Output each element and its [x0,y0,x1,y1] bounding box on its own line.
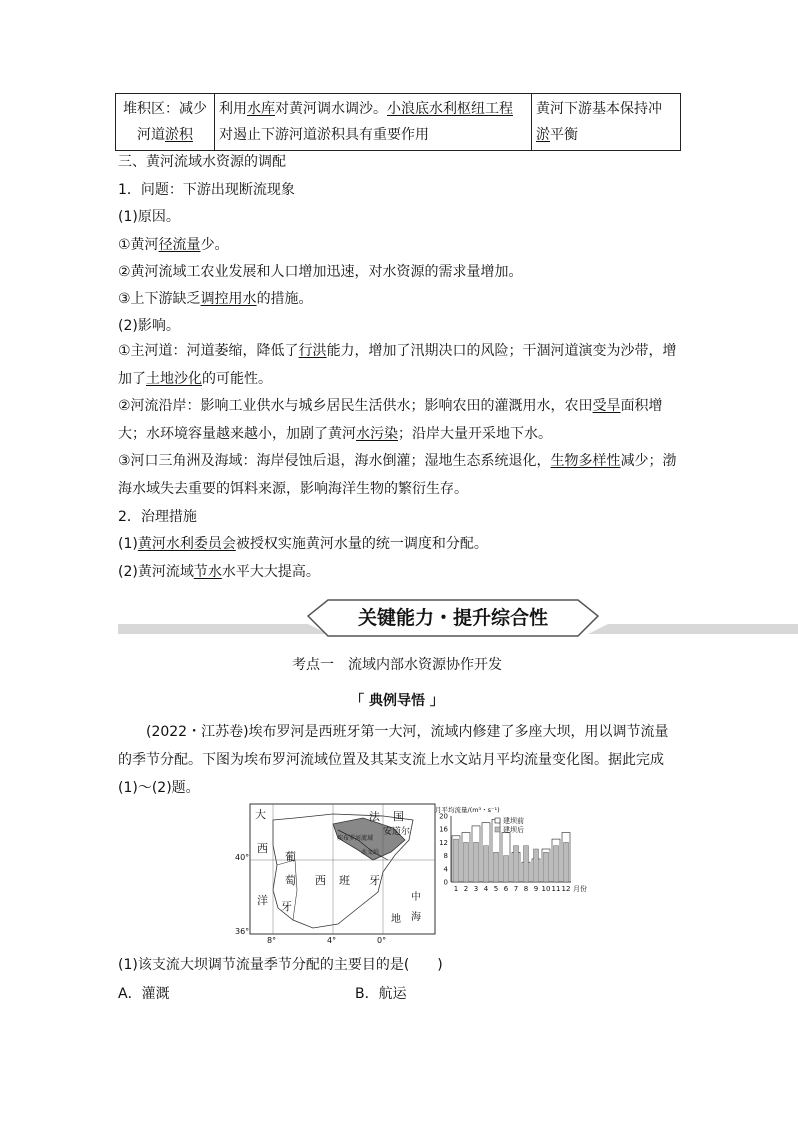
cause-heading: (1)原因。 [118,209,180,225]
map-label: 地 [391,914,401,925]
x-tick-label: 9 [533,885,539,893]
map-label: 班 [339,874,350,887]
text: ③上下游缺乏 [118,291,201,307]
map-label: 大 [255,808,266,821]
cell-text: 平衡 [550,127,578,143]
impact-1 [118,337,678,393]
text: (1) [118,536,138,552]
text: ①主河道：河道萎缩，降低了 [118,343,299,359]
underlined-term: 淤积 [165,127,193,143]
cell-text: 河道 [137,127,165,143]
bar-after-dam [544,852,549,882]
text: 被授权实施黄河水量的统一调度和分配。 [235,536,488,552]
longitude-label: 4° [327,936,337,945]
y-tick-label: 0 [443,878,448,887]
underlined-term: 节水 [193,564,222,580]
text: 能力，增加了汛期决口的风险；干涸河道演变为沙带，增加了 [118,343,677,387]
summary-table [115,93,681,151]
map-label: 埃布罗河流域 [337,835,374,842]
text: 的措施。 [256,291,313,307]
example-heading: 「 典例导悟 」 [350,693,444,709]
text: ②河流沿岸：影响工业供水与城乡居民生活供水；影响农田的灌溉用水，农田 [118,398,593,414]
map-label: 中 [411,892,421,903]
cell-text: 对黄河调水调沙。 [275,101,387,117]
map-label: 法 [369,810,380,823]
underlined-term: 黄河水利委员会 [137,536,236,552]
text: ③河口三角洲及海域：海岸侵蚀后退，海水倒灌；湿地生态系统退化， [118,453,551,469]
bar-after-dam [494,852,499,882]
map-label: 牙 [369,874,380,887]
text: 水平大大提高。 [221,564,320,580]
cause-2: ②黄河流域工农业发展和人口增加迅速，对水资源的需求量增加。 [118,264,523,280]
bar-after-dam [554,846,559,882]
x-tick-label: 6 [503,885,509,893]
map-label: 安道尔 [383,827,411,837]
underlined-term: 调控用水 [200,291,257,307]
table-cell-zone [116,94,215,151]
x-tick-label: 11 [551,885,561,893]
legend-label-before: 建坝前 [503,817,524,825]
underlined-term: 土地沙化 [146,371,202,387]
measures-heading: 2．治理措施 [118,509,197,525]
x-tick-label: 5 [493,885,499,893]
impact-2 [118,392,678,448]
text: 面积增大；水环境容量越来越小，加剧了黄河 [118,398,663,442]
bar-after-dam [474,842,479,882]
map-label: 洋 [257,894,268,907]
table-cell-result [532,94,681,151]
underlined-term: 水库 [247,101,275,117]
underlined-term: 受旱 [592,398,621,414]
y-tick-label: 4 [443,865,448,874]
cell-text: 堆积区：减少 [123,101,207,117]
x-tick-label: 2 [463,885,469,893]
y-tick-label: 16 [439,825,448,834]
underlined-term: 径流量 [158,237,201,253]
flow-chart [435,805,587,893]
bar-after-dam [534,849,539,882]
latitude-label: 36° [235,927,250,936]
y-axis-label: 月平均流量/(m³・s⁻¹) [435,806,500,814]
cell-text: 黄河下游基本保持冲 [536,101,662,117]
x-tick-label: 3 [473,885,479,893]
map-label: 西 [315,874,326,887]
underlined-term: 水污染 [356,426,398,442]
map-label: 国 [393,810,404,823]
x-tick-label: 1 [453,885,459,893]
cause-3 [118,289,313,309]
topic-heading: 考点一 流域内部水资源协作开发 [292,657,502,673]
x-tick-label: 10 [541,885,551,893]
measure-2 [118,562,320,582]
map-label: 西 [257,842,268,855]
text: 减少；渤海水域失去重要的饵料来源，影响海洋生物的繁衍生存。 [118,453,677,497]
question-intro: (2022・江苏卷)埃布罗河是西班牙第一大河，流域内修建了多座大坝，用以调节流量的季节分配。下图为埃布罗河流域位置及其某支流上水文站月平均流量变化图。据此完成(1)～(2)题。 [118,724,669,796]
legend-swatch-before [495,818,500,823]
figure [233,800,587,946]
impact-3 [118,447,678,503]
bar-after-dam [504,856,509,882]
bar-after-dam [484,846,489,882]
x-tick-label: 12 [561,885,571,893]
option-a[interactable]: A．灌溉 [118,986,170,1002]
text: (2)黄河流域 [118,564,194,580]
x-axis-label: 月份 [573,885,587,893]
banner-title: 关键能力・提升综合性 [357,607,549,629]
map-label: 海 [411,912,421,923]
longitude-label: 0° [377,936,387,945]
underlined-term: 小浪底水利枢纽工程 [387,101,513,117]
underlined-term: 淤 [536,127,550,143]
table-cell-measure [215,94,532,151]
text: 的可能性。 [202,371,272,387]
legend-swatch-after [495,827,500,832]
x-tick-label: 8 [523,885,529,893]
impact-heading: (2)影响。 [118,318,180,334]
cause-1 [118,235,229,255]
y-tick-label: 20 [439,812,448,821]
cell-text [536,122,676,148]
bar-after-dam [524,846,529,882]
text: ；沿岸大量开采地下水。 [398,426,552,442]
bar-after-dam [564,842,569,882]
map-label: 葡 [285,850,296,863]
x-tick-label: 7 [513,885,519,893]
y-tick-label: 8 [443,852,448,861]
legend-label-after: 建坝后 [503,826,524,834]
bar-after-dam [514,846,519,882]
map-label: 牙 [281,900,292,913]
text: ①黄河 [118,237,159,253]
bar-after-dam [464,842,469,882]
cell-text [120,122,210,148]
underlined-term: 行洪 [298,343,327,359]
bar-after-dam [454,839,459,882]
map-label: 萄 [285,874,296,887]
problem-heading: 1．问题：下游出现断流现象 [118,182,295,198]
x-tick-label: 4 [483,885,489,893]
question-1: (1)该支流大坝调节流量季节分配的主要目的是( ) [118,957,443,973]
cell-text: 利用 [219,101,247,117]
option-b[interactable]: B．航运 [355,986,407,1002]
map-label: 水文站 [361,849,380,856]
measure-1 [118,534,488,554]
longitude-label: 8° [267,936,277,945]
y-tick-label: 12 [439,838,448,847]
cell-text: 对遏止下游河道淤积具有重要作用 [219,127,429,143]
underlined-term: 生物多样性 [550,453,621,469]
cell-text [219,96,527,122]
latitude-label: 40° [235,853,250,862]
text: 少。 [200,237,229,253]
section-banner [118,596,798,638]
section-heading: 三、黄河流域水资源的调配 [118,154,286,170]
